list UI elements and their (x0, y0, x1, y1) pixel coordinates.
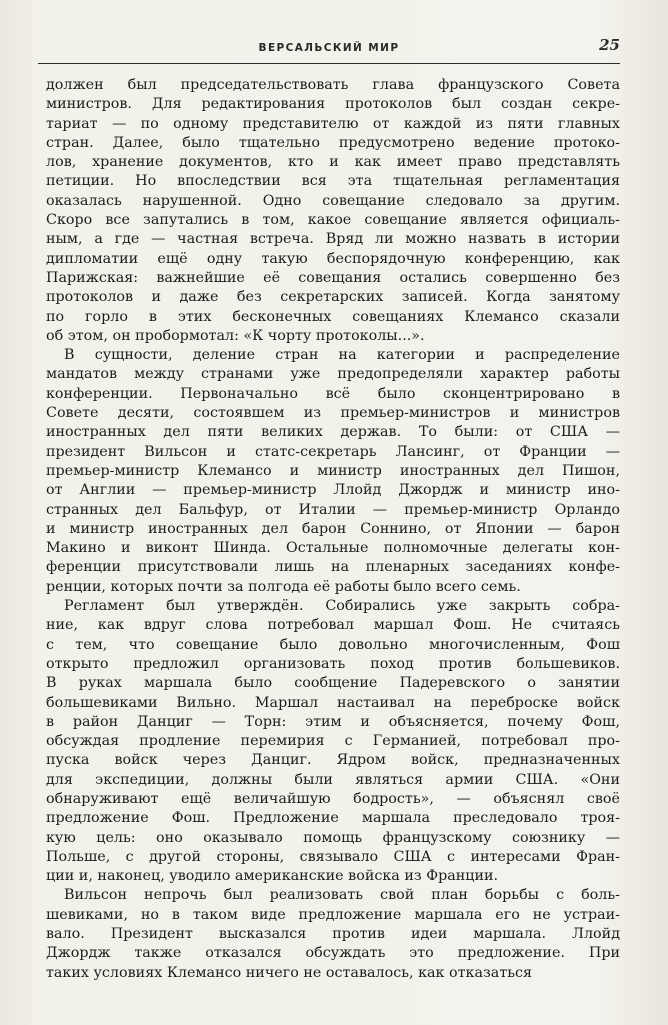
text-line: ние, как вдруг слова потребовал маршал Фош. Не считаясь (46, 617, 620, 634)
text-line: Совете десяти, состоявшем из премьер-министров и министров (46, 405, 620, 422)
paragraph (46, 886, 620, 982)
text-line: Регламент был утверждён. Собирались уже закрыть собра- (64, 598, 620, 615)
text-line: министров. Для редактирования протоколов был создан секре- (46, 96, 620, 113)
text-line: В сущности, деление стран на категории и распределение (64, 347, 620, 364)
text-line: в район Данциг — Торн: этим и объясняется, почему Фош, (46, 713, 620, 730)
text-line: оказалась нарушенной. Одно совещание следовало за другим. (46, 192, 620, 209)
text-line: обнаруживают ещё величайшую бодрость», — объяснял своё (46, 790, 620, 807)
text-line: таких условиях Клемансо ничего не оставалось, как отказаться (46, 964, 533, 981)
text-line: ным, а где — частная встреча. Вряд ли можно назвать в истории (46, 231, 620, 248)
text-line: должен был председательствовать глава французского Совета (46, 77, 620, 93)
page-number: 25 (599, 36, 620, 54)
text-line: иностранных дел пяти великих держав. То были: от США — (46, 424, 620, 441)
text-line: петиции. Но впоследствии вся эта тщательная регламентация (46, 173, 620, 190)
text-line: дипломатии ещё одну такую беспорядочную конференцию, как (46, 250, 620, 267)
text-line: Макино и виконт Шинда. Остальные полномочные делегаты кон- (46, 540, 620, 557)
header-rule (38, 63, 620, 64)
text-line: большевиками Вильно. Маршал настаивал на переброске войск (46, 694, 620, 711)
text-line: стран. Далее, было тщательно предусмотрено ведение протоко- (46, 134, 620, 151)
paragraph (46, 597, 620, 886)
paragraph (46, 76, 620, 346)
text-line: ференции присутствовали лишь на пленарных заседаниях конфе- (46, 559, 620, 576)
text-line: предложение Фош. Предложение маршала преследовало троя- (46, 810, 620, 827)
text-line: Парижская: важнейшие её совещания остались совершенно без (46, 269, 620, 286)
text-line: пуска войск через Данциг. Ядром войск, предназначенных (46, 752, 620, 769)
body-text (46, 76, 620, 983)
text-line: В руках маршала было сообщение Падеревского о занятии (46, 675, 620, 692)
text-line: конференции. Первоначально всё было сконцентрировано в (46, 385, 620, 402)
running-title: ВЕРСАЛЬСКИЙ МИР (258, 42, 400, 54)
text-line: Вильсон непрочь был реализовать свой план борьбы с боль- (64, 887, 620, 904)
text-line: шевиками, но в таком виде предложение маршала его не устраи- (46, 906, 620, 923)
text-line: для экспедиции, должны были являться армии США. «Они (46, 771, 620, 788)
text-line: вало. Президент высказался против идеи маршала. Ллойд (46, 926, 620, 943)
text-line: премьер-министр Клемансо и министр иностранных дел Пишон, (46, 462, 620, 479)
text-line: тариат — по одному представителю от каждой из пяти главных (46, 115, 620, 132)
paragraph (46, 346, 620, 597)
text-line: странных дел Бальфур, от Италии — премьер-министр Орландо (46, 501, 620, 518)
text-line: ции и, наконец, уводило американские войска из Франции. (46, 868, 499, 885)
text-line: Джордж также отказался обсуждать это предложение. При (46, 945, 620, 962)
text-line: президент Вильсон и статс-секретарь Лансинг, от Франции — (46, 443, 620, 460)
text-line: кую цель: оно оказывало помощь французскому союзнику — (46, 829, 620, 846)
text-line: лов, хранение документов, кто и как имеет право представлять (46, 154, 620, 171)
text-line: и министр иностранных дел барон Соннино, от Японии — барон (46, 520, 620, 537)
text-line: ренции, которых почти за полгода её работы было всего семь. (46, 578, 521, 595)
text-line: Скоро все запутались в том, какое совещание является официаль- (46, 212, 620, 229)
text-line: мандатов между странами уже предопределяли характер работы (46, 366, 620, 383)
text-line: об этом, он пробормотал: «К чорту протоколы...». (46, 327, 425, 344)
text-line: от Англии — премьер-министр Ллойд Джордж и министр ино- (46, 482, 620, 499)
text-line: протоколов и даже без секретарских записей. Когда занятому (46, 289, 620, 306)
text-line: обсуждая продление перемирия с Германией, потребовал про- (46, 733, 620, 750)
text-line: по горло в этих бесконечных совещаниях Клемансо сказали (46, 308, 620, 325)
text-line: Польше, с другой стороны, связывало США с интересами Фран- (46, 848, 620, 865)
text-line: открыто предложил организовать поход против большевиков. (46, 655, 620, 672)
text-line: с тем, что совещание было довольно многочисленным, Фош (46, 636, 620, 653)
page-header (38, 36, 620, 62)
